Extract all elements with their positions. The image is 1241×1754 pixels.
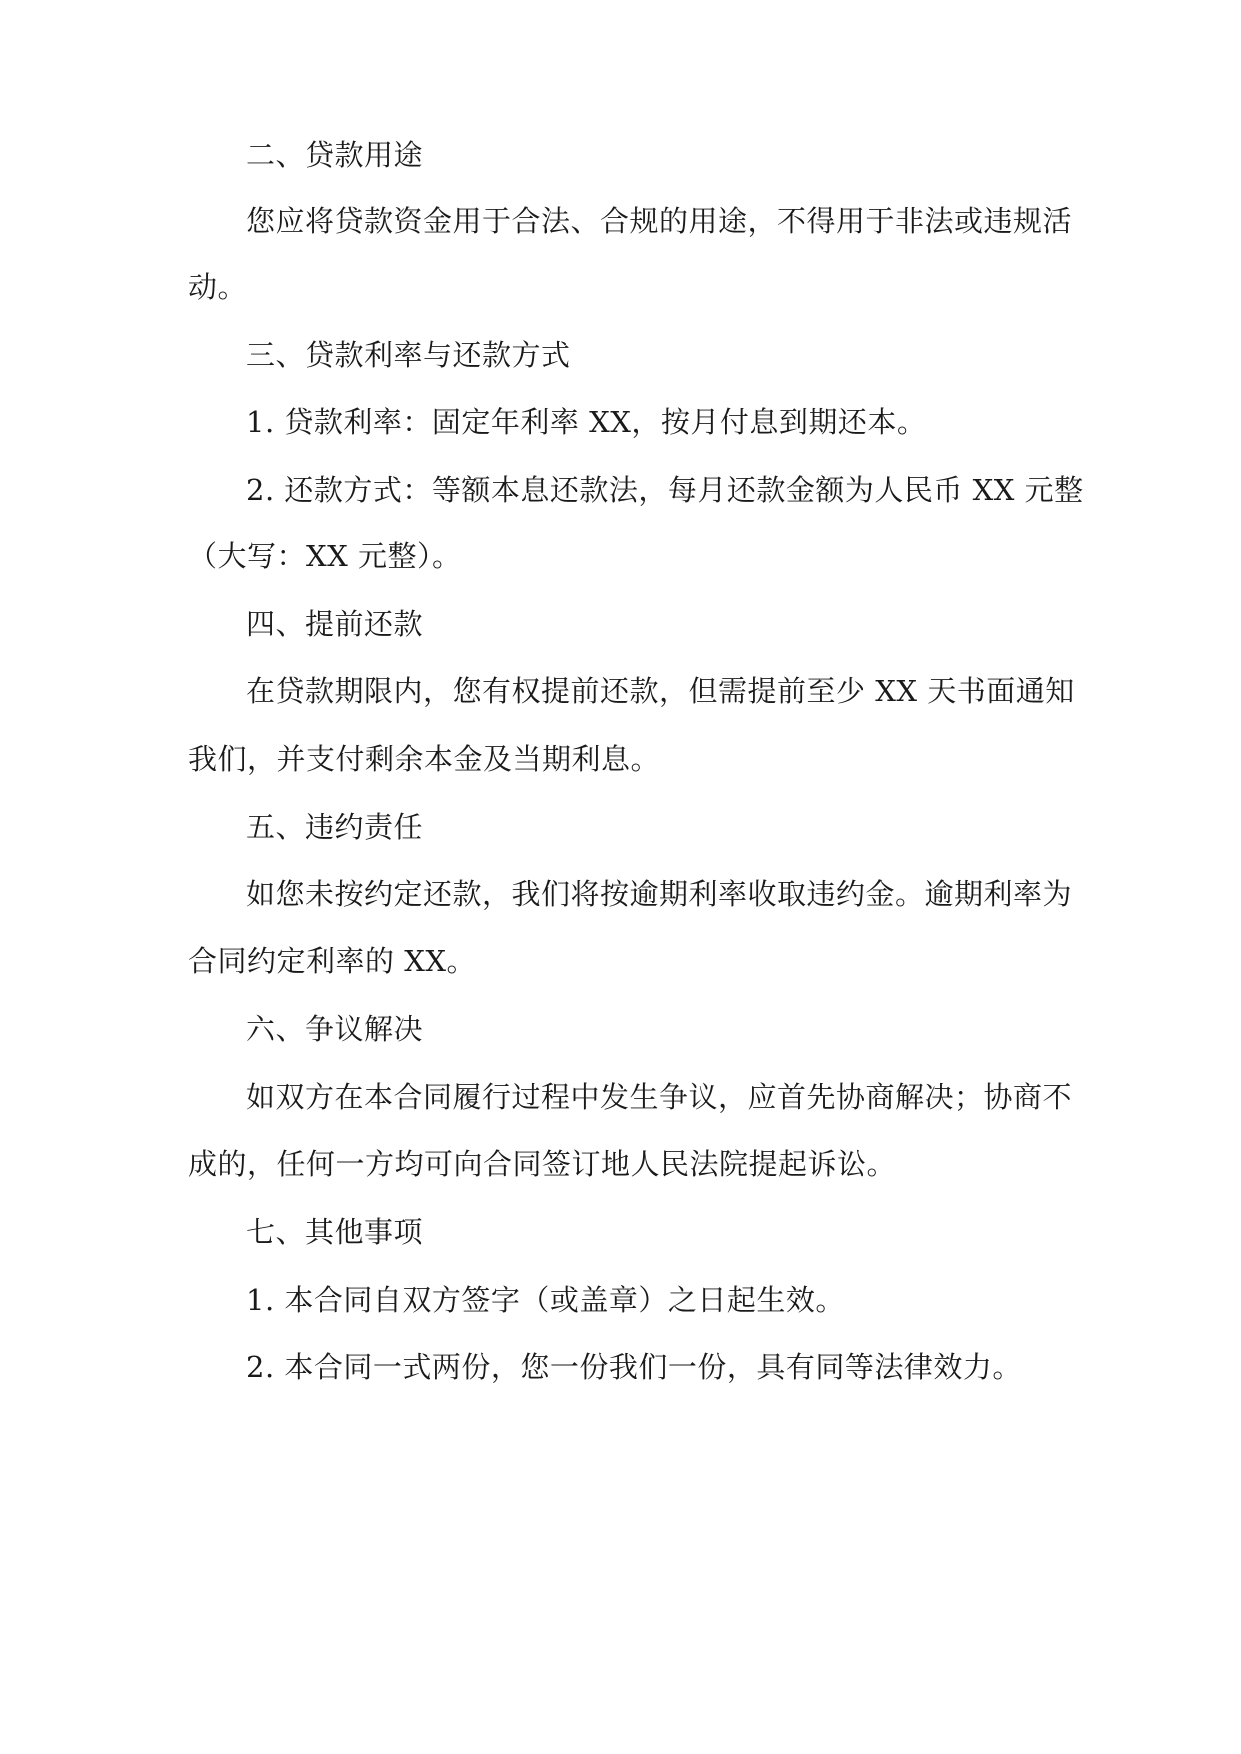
section-heading-purpose: 二、贷款用途 [246, 138, 424, 172]
paragraph-line: 成的，任何一方均可向合同签订地人民法院提起诉讼。 [188, 1147, 897, 1181]
paragraph-line: 我们，并支付剩余本金及当期利息。 [188, 742, 661, 776]
section-heading-dispute: 六、争议解决 [246, 1012, 424, 1046]
list-item: 1. 贷款利率：固定年利率 XX，按月付息到期还本。 [246, 405, 927, 439]
paragraph-line: 动。 [188, 270, 248, 304]
list-item: 2. 本合同一式两份，您一份我们一份，具有同等法律效力。 [246, 1350, 1022, 1384]
section-heading-other: 七、其他事项 [246, 1215, 424, 1249]
paragraph-line: 您应将贷款资金用于合法、合规的用途，不得用于非法或违规活 [246, 204, 1073, 238]
section-heading-prepayment: 四、提前还款 [246, 607, 424, 641]
section-heading-liability: 五、违约责任 [246, 810, 424, 844]
paragraph-line: 合同约定利率的 XX。 [188, 944, 477, 978]
paragraph-line: 如双方在本合同履行过程中发生争议，应首先协商解决；协商不 [246, 1080, 1073, 1114]
paragraph-line: 在贷款期限内，您有权提前还款，但需提前至少 XX 天书面通知 [246, 674, 1075, 708]
list-item: 2. 还款方式：等额本息还款法，每月还款金额为人民币 XX 元整 [246, 473, 1084, 507]
paragraph-line: 如您未按约定还款，我们将按逾期利率收取违约金。逾期利率为 [246, 877, 1073, 911]
section-heading-interest-repayment: 三、贷款利率与还款方式 [246, 338, 571, 372]
list-item-continuation: （大写：XX 元整）。 [188, 539, 462, 573]
list-item: 1. 本合同自双方签字（或盖章）之日起生效。 [246, 1283, 845, 1317]
